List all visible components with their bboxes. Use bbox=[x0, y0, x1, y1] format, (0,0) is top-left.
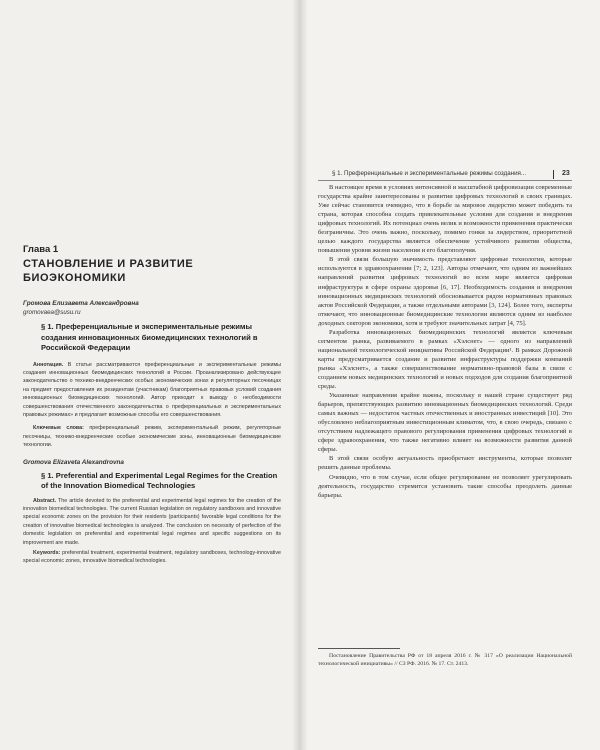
abstract-ru bbox=[23, 361, 281, 420]
abstract-lead: Аннотация. bbox=[33, 361, 64, 368]
running-head-rule bbox=[318, 180, 572, 181]
right-page-body bbox=[318, 183, 572, 500]
body-paragraph: Разработка инновационных биомедицинских технологий является ключевым сегментом рынка, развиваемого в рамках «Хэлснет» — одного из направлений национальной технологической инициативы Российской Федерации¹. В рамках Дорожной карты предусматривается создание и развитие инфраструктуры поддержки компаний рынка «Хэлснет», а также совершенствование нормативно-правовой базы в связи с созданием новых медицинских технологий и новых подходов для создания благоприятной среды. bbox=[318, 328, 572, 391]
running-head bbox=[332, 168, 572, 180]
en-abstract-text: The article devoted to the preferential and experimental legal regimes for the creation of the innovation biomedical technologies. The current Russian legislation on regulatory sandboxes and innovative special economic zones on the provision for their residents (participants) favorable legal conditions for the creation of innovative biomedical technologies is analyzed. The conclusion on necessity of perfection of the domestic legislation on preferential and experimental legal regimes and specific suggestions on its improvement are made. bbox=[23, 497, 281, 546]
left-page-content bbox=[23, 244, 281, 566]
chapter-title: СТАНОВЛЕНИЕ И РАЗВИТИЕ БИОЭКОНОМИКИ bbox=[23, 258, 194, 284]
en-abstract-lead: Abstract. bbox=[33, 497, 57, 504]
keywords-en bbox=[23, 549, 281, 566]
section-title: § 1. Преференциальные и экспериментальные режимы создания инновационных биомедицинских технологий в Российской Федерации bbox=[41, 322, 258, 352]
running-head-title: § 1. Преференциальные и экспериментальные режимы создания... bbox=[332, 170, 527, 177]
abstract-text: В статье рассматриваются преференциальные и экспериментальные режимы создания инновационных биомедицинских технологий в России. Проанализировано действующее законодательство о технико-внедренческих особых экономических зонах и регуляторных песочницах на предмет предоставления их резидентам (участникам) благоприятных правовых условий создания инновационных биомедицинских технологий. Автор приходит к выводу о необходимости совершенствования отечественного законодательства о преференциальных и экспериментальных правовых режимах» и предлагает возможные способы его совершенствования. bbox=[23, 361, 281, 418]
running-head-separator bbox=[553, 170, 554, 179]
body-paragraph: В настоящее время в условиях интенсивной и масштабной цифровизации современные государства крайне заинтересованы в развитии цифровых технологий в своих границах. Уже сейчас становится очевидно, что в борьбе за мировое лидерство может победить та страна, которая способна создать привлекательные условия для создания и внедрения цифровых технологий. Их потенциал очень велик и возможности применения практически безграничны. Это очень важно, поскольку, помимо гонки за лидерством, приоритетной целью каждого государства является обеспечение устойчивого развития общества, повышения уровня жизни населения и его благополучия. bbox=[318, 184, 572, 255]
chapter-label: Глава 1 bbox=[23, 244, 59, 255]
author-email: gromovaea@susu.ru bbox=[23, 309, 81, 316]
keywords-text: преференциальный режим, экспериментальный режим, регуляторные песочницы, технико-внедренческие особые экономические зоны, инновационные биомедицинские технологии. bbox=[23, 425, 282, 449]
book-gutter-shadow bbox=[292, 0, 308, 750]
keywords-lead: Ключевые слова: bbox=[33, 425, 84, 432]
en-section-title: § 1. Preferential and Experimental Legal Regimes for the Creation of the Innovation Biomedical Technologies bbox=[41, 470, 278, 491]
body-paragraph: Указанные направления крайне важны, поскольку в нашей стране существует ряд барьеров, препятствующих развитию инновационных биомедицинских технологий. Среди самых важных — недостаток частных отечественных и иностранных инвестиций [10]. Это обусловлено неблагоприятным инвестиционным климатом, что, в свою очередь, связано с отсутствием надлежащего правового регулирования применения цифровых технологий в сфере здравоохранения, что также негативно влияет на возможности развития данной сферы. bbox=[318, 392, 572, 454]
author-name: Громова Елизавета Александровна bbox=[23, 300, 139, 307]
en-author-name: Gromova Elizaveta Alexandrovna bbox=[23, 458, 124, 466]
footnote: Постановление Правительства РФ от 18 апреля 2016 г. № 317 «О реализации Национальной технологической инициативы» // СЗ РФ. 2016. № 17. Ст. 2413. bbox=[318, 653, 572, 667]
keywords-ru bbox=[23, 424, 281, 449]
en-keywords-text: preferential treatment, experimental treatment, regulatory sandboxes, technology-innovative special economic zones, innovative biomedical technologies. bbox=[23, 550, 281, 565]
body-paragraph: В этой связи особую актуальность приобретают инструменты, которые позволят решить данные проблемы. bbox=[318, 455, 572, 472]
body-paragraph: Очевидно, что в том случае, если общее регулирование не позволяет урегулировать деятельность, государство стремится установить такие способы преодолеть данные барьеры. bbox=[318, 473, 572, 499]
abstract-en bbox=[23, 497, 281, 547]
en-keywords-lead: Keywords: bbox=[33, 550, 61, 556]
footnote-rule bbox=[318, 648, 400, 649]
body-paragraph: В этой связи большую значимость представляют цифровые технологии, которые используются в здравоохранении [7; 2, 123]. Авторы отмечают, что одним из важнейших направлений развития цифровых технологий во всем мире является цифровая инфраструктура в сфере охраны здоровья [6, 17]. Необходимость создания и внедрения инновационных медицинских технологий обосновывается рядом нормативных правовых актов Российской Федерации, а также отдельными авторами [3, 124]. Более того, эксперты отмечают, что инновационные биомедицинские технологии являются одним из наиболее доходных секторов экономики, хотя и требуют значительных затрат [4, 75]. bbox=[318, 256, 572, 327]
page-number: 23 bbox=[562, 170, 570, 177]
